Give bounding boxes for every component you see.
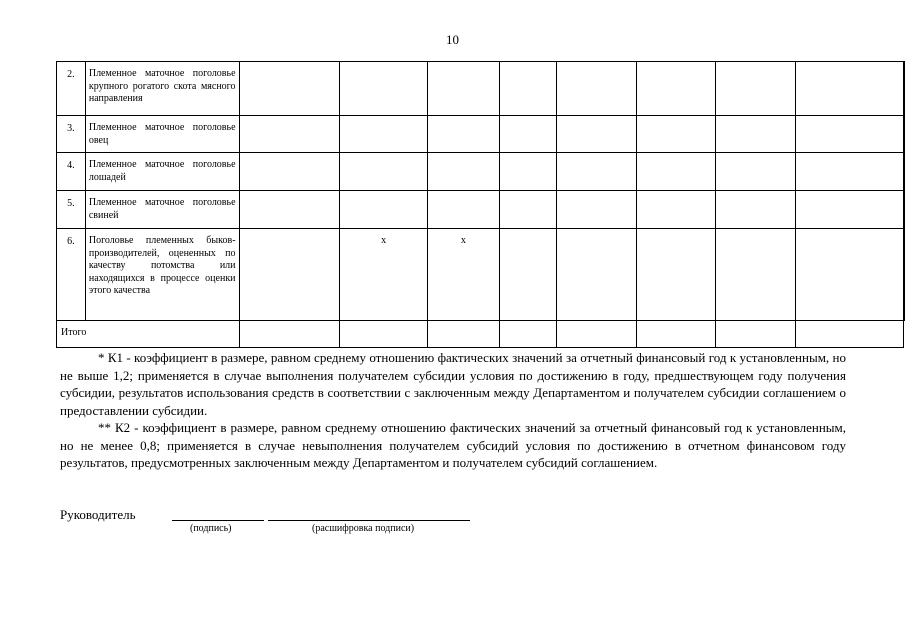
row-number: 2.: [57, 62, 86, 116]
table-cell: [557, 62, 637, 116]
table-cell: [499, 153, 557, 191]
table-cell: [339, 62, 427, 116]
signature-block: [60, 507, 560, 547]
table-cell: [239, 62, 339, 116]
row-number: 6.: [57, 229, 86, 321]
table-row: [57, 153, 905, 191]
table-cell: [557, 116, 637, 153]
table-cell: [339, 153, 427, 191]
table-cell: [499, 229, 557, 321]
row-name: Племенное маточное поголовье свиней: [85, 191, 239, 229]
table-cell: [428, 62, 499, 116]
table-cell: [904, 229, 905, 321]
signature-caption: (подпись): [190, 523, 232, 534]
total-cell: [557, 321, 637, 348]
row-number: 5.: [57, 191, 86, 229]
table-cell: [795, 229, 903, 321]
table-cell: [636, 116, 716, 153]
total-cell: [636, 321, 716, 348]
table-cell: [428, 191, 499, 229]
table-row: [57, 191, 905, 229]
total-cell: [795, 321, 903, 348]
signature-line: [172, 520, 264, 521]
table-cell: [716, 229, 796, 321]
footnote-k1: * К1 - коэффициент в размере, равном среднему отношению фактических значений за отчетный финансовый год к установленным, но не выше 1,2; применяется в случае выполнения получателем субсидии условия по достижению в году, предшествующем году получения субсидии, результатов использования средств в соответствии с заключенным между Департаментом и получателем субсидии соглашением о предоставлении субсидии.: [60, 350, 846, 418]
table-cell: x: [428, 229, 499, 321]
table-cell: [239, 116, 339, 153]
row-number: 3.: [57, 116, 86, 153]
table-cell: [795, 62, 903, 116]
row-name: Племенное маточное поголовье овец: [85, 116, 239, 153]
table-row: [57, 116, 905, 153]
table-cell: [499, 62, 557, 116]
total-label: Итого: [57, 321, 240, 348]
table-cell: [557, 153, 637, 191]
table-cell: [716, 116, 796, 153]
row-number: 4.: [57, 153, 86, 191]
table-row: [57, 62, 905, 116]
table-cell: [904, 191, 905, 229]
total-cell: [428, 321, 499, 348]
page-number: 10: [446, 32, 459, 47]
row-name: Поголовье племенных быков-производителей, оцененных по качеству потомства или находящихся в процессе оценки этого качества: [85, 229, 239, 321]
table-cell: [716, 153, 796, 191]
table-cell: [499, 116, 557, 153]
table-cell: [716, 62, 796, 116]
footnote-k2: ** К2 - коэффициент в размере, равном среднему отношению фактических значений за отчетный финансовый год к установленным, но не менее 0,8; применяется в случае невыполнения получателем субсидий условия по достижению в отчетном финансовом году результатов, предусмотренных заключенным между Департаментом и получателем субсидий соглашением.: [60, 420, 846, 470]
table-cell: [339, 116, 427, 153]
table-cell: [795, 116, 903, 153]
signature-label: Руководитель: [60, 507, 136, 522]
table-cell: [636, 62, 716, 116]
total-row: [57, 321, 905, 348]
table-cell: [239, 229, 339, 321]
decoding-line: [268, 520, 470, 521]
table-cell: [499, 191, 557, 229]
table-cell: [795, 191, 903, 229]
row-name: Племенное маточное поголовье крупного рогатого скота мясного направления: [85, 62, 239, 116]
footnotes: [60, 349, 846, 472]
total-cell: [716, 321, 796, 348]
decoding-caption: (расшифровка подписи): [312, 523, 415, 534]
table-cell: [904, 62, 905, 116]
table-cell: [239, 191, 339, 229]
table-cell: [716, 191, 796, 229]
table-cell: [795, 153, 903, 191]
table-cell: x: [339, 229, 427, 321]
table-cell: [904, 153, 905, 191]
table-cell: [636, 191, 716, 229]
table-cell: [339, 191, 427, 229]
table-cell: [428, 116, 499, 153]
total-cell: [239, 321, 339, 348]
total-cell: [499, 321, 557, 348]
table-cell: [428, 153, 499, 191]
table-row: [57, 229, 905, 321]
table-cell: [904, 116, 905, 153]
table-cell: [239, 153, 339, 191]
row-name: Племенное маточное поголовье лошадей: [85, 153, 239, 191]
table-cell: [636, 229, 716, 321]
table-cell: [557, 229, 637, 321]
total-cell: [339, 321, 427, 348]
subsidy-table: [56, 61, 905, 348]
table-cell: [557, 191, 637, 229]
table-body: [57, 62, 905, 348]
table-cell: [636, 153, 716, 191]
